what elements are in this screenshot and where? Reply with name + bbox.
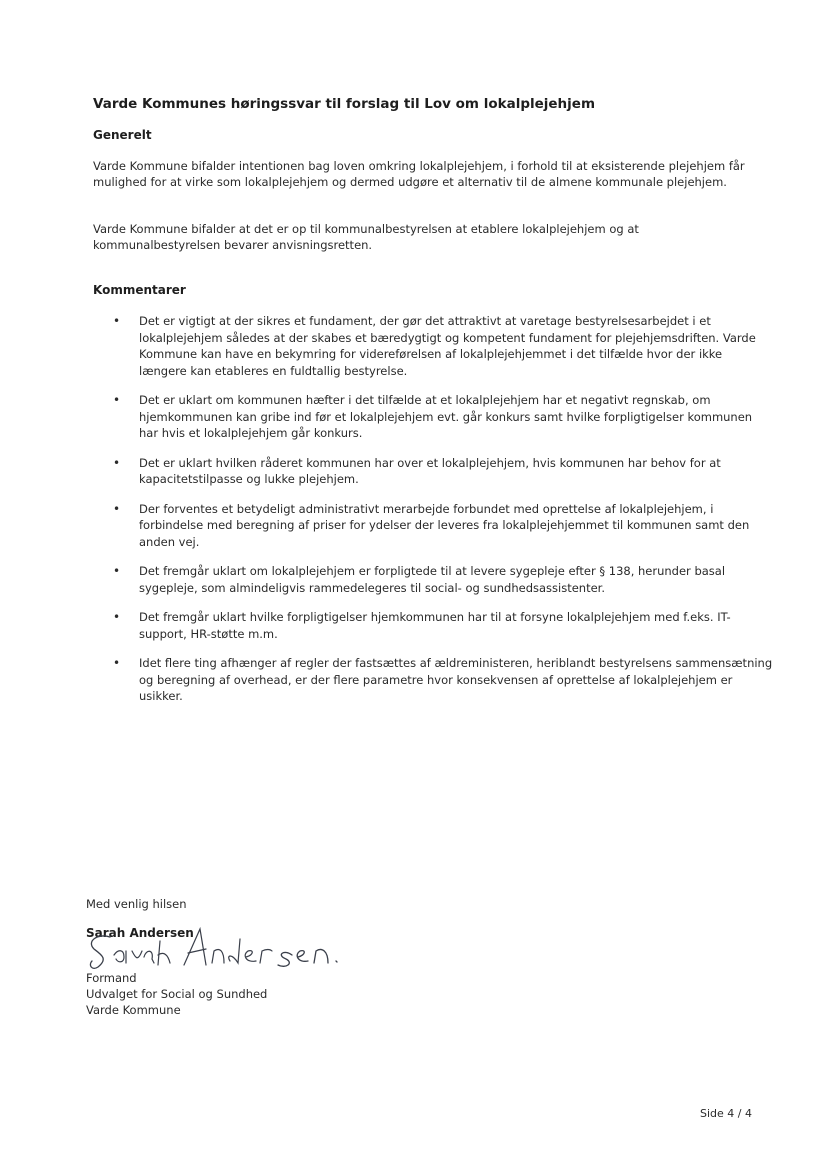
organization-name: Varde Kommune: [86, 1003, 181, 1017]
list-item: [93, 609, 773, 642]
list-item-text: Det er uklart om kommunen hæfter i det tilfælde at et lokalplejehjem har et negativt regnskab, om hjemkommunen kan gribe ind før et lokalplejehjem evt. går konkurs samt hvilke forpligtigelser kommunen har hvis et lokalplejehjem går konkurs.: [139, 393, 753, 440]
list-item-text: Det fremgår uklart om lokalplejehjem er forpligtede til at levere sygepleje efter § 138, herunder basal sygepleje, som almindeligvis rammedelegeres til social- og sundhedsassistenter.: [139, 564, 726, 595]
list-item: [93, 392, 773, 442]
general-paragraph-2: Varde Kommune bifalder at det er op til kommunalbestyrelsen at etablere lokalplejehjem og at kommunalbestyrelsen bevarer anvisningsretten.: [93, 222, 639, 252]
list-item-text: Der forventes et betydeligt administrativt merarbejde forbundet med oprettelse af lokalplejehjem, i forbindelse med beregning af priser for ydelser der leveres fra lokalplejehjemmet til kommunen samt den anden vej.: [139, 501, 750, 549]
list-item-text: Idet flere ting afhænger af regler der fastsættes af ældreministeren, heriblandt bestyrelsens sammensætning og beregning af overhead, er der flere parametre hvor konsekvensen af oprettelse af lokalplejehjem er usikker.: [139, 656, 773, 703]
list-item-text: Det er uklart hvilken råderet kommunen har over et lokalplejehjem, hvis kommunen har behov for at kapacitetstilpasse og lukke plejehjem.: [139, 455, 721, 486]
list-item: [93, 501, 773, 551]
closing-greeting: Med venlig hilsen: [86, 897, 187, 911]
signatory-name: Sarah Andersen: [86, 926, 194, 940]
signatory-role: Formand: [86, 971, 137, 985]
general-paragraph-1: Varde Kommune bifalder intentionen bag loven omkring lokalplejehjem, i forhold til at eksisterende plejehjem får mulighed for at virke som lokalplejehjem og dermed udgøre et alternativ til de almene kommunale plejehjem.: [93, 159, 745, 189]
bullet-icon: •: [113, 564, 121, 578]
section-heading-comments: Kommentarer: [93, 283, 186, 297]
bullet-icon: •: [113, 610, 121, 624]
comments-list: [93, 313, 773, 718]
bullet-icon: •: [113, 656, 121, 670]
list-item: [93, 455, 773, 488]
section-heading-general: Generelt: [93, 128, 152, 142]
committee-name: Udvalget for Social og Sundhed: [86, 987, 268, 1001]
bullet-icon: •: [113, 393, 121, 407]
list-item: [93, 655, 773, 705]
bullet-icon: •: [113, 314, 121, 328]
page-number: Side 4 / 4: [700, 1107, 752, 1120]
list-item-text: Det fremgår uklart hvilke forpligtigelser hjemkommunen har til at forsyne lokalplejehjem med f.eks. IT-support, HR-støtte m.m.: [139, 610, 731, 641]
bullet-icon: •: [113, 501, 121, 516]
list-item: [93, 313, 773, 379]
bullet-icon: •: [113, 455, 121, 470]
list-item-text: Det er vigtigt at der sikres et fundament, der gør det attraktivt at varetage bestyrelsesarbejdet i et lokalplejehjem således at der skabes et bæredygtigt og kompetent fundament for plejehjemsdriften. Varde Kommune kan have en bekymring for videreførelsen af lokalplejehjemmet i det tilfælde hvor der ikke længere kan etableres en fuldtallig bestyrelse.: [139, 314, 756, 378]
list-item: [93, 563, 773, 596]
document-title: Varde Kommunes høringssvar til forslag til Lov om lokalplejehjem: [93, 96, 596, 112]
